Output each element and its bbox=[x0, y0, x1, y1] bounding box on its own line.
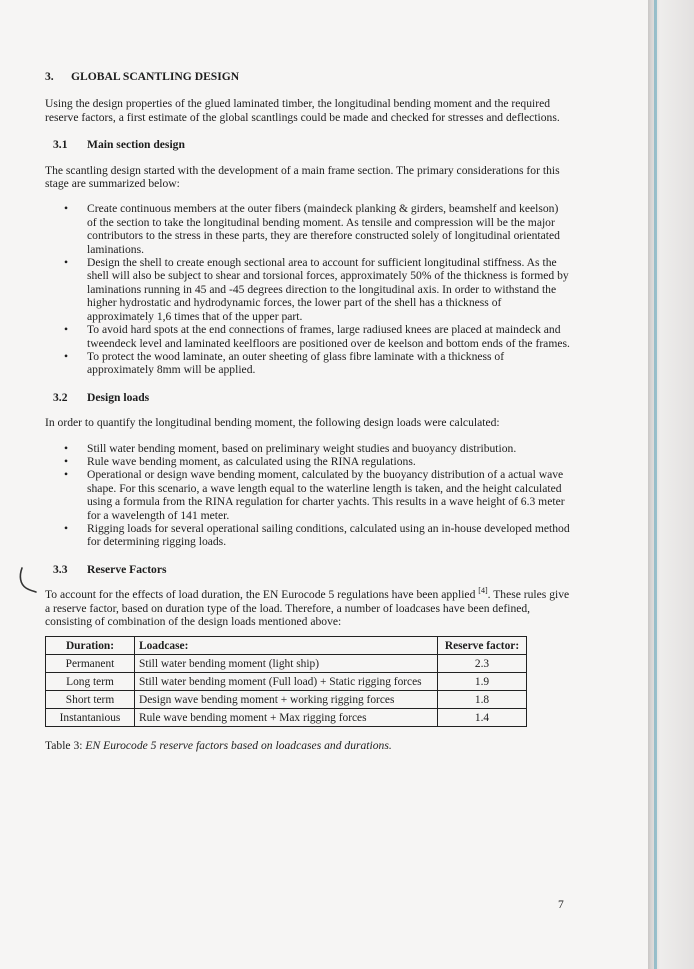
list-item: • To avoid hard spots at the end connections of frames, large radiused knees are placed at maindeck and tweendeck level and laminated keelfloors are positioned over de keelson and bottom ends of the frames. bbox=[45, 323, 570, 350]
section-heading bbox=[45, 70, 570, 83]
table-cell: 2.3 bbox=[438, 655, 527, 673]
table-cell: Still water bending moment (Full load) + Static rigging forces bbox=[135, 673, 438, 691]
list-item: • Design the shell to create enough sectional area to account for sufficient longitudinal stiffness. As the shell will also be subject to shear and torsional forces, approximately 50% of the thickness is formed by laminations running in 45 and -45 degrees direction to the longitudinal axis. In order to withstand the higher hydrostatic and hydrodynamic forces, the lower part of the shell has a thickness of approximately 1,6 times that of the upper part. bbox=[45, 256, 570, 323]
subsection-heading-3-3 bbox=[53, 563, 570, 576]
list-item: • To protect the wood laminate, an outer sheeting of glass fibre laminate with a thickness of approximately 8mm will be applied. bbox=[45, 350, 570, 377]
table-row bbox=[46, 655, 527, 673]
table-cell: Instantanious bbox=[46, 709, 135, 727]
table-cell: Still water bending moment (light ship) bbox=[135, 655, 438, 673]
column-header: Loadcase: bbox=[135, 637, 438, 655]
bullet-list bbox=[45, 442, 570, 549]
bullet-list bbox=[45, 202, 570, 376]
subsection-title: Design loads bbox=[87, 390, 150, 404]
paragraph bbox=[45, 588, 570, 628]
paragraph: In order to quantify the longitudinal bending moment, the following design loads were calculated: bbox=[45, 416, 500, 430]
table-cell: Short term bbox=[46, 691, 135, 709]
column-header: Duration: bbox=[46, 637, 135, 655]
page-number: 7 bbox=[558, 898, 564, 911]
table-caption bbox=[45, 739, 570, 752]
table-cell: Long term bbox=[46, 673, 135, 691]
reserve-factor-table bbox=[45, 636, 527, 727]
section-number: 3. bbox=[45, 70, 54, 83]
list-item: • Create continuous members at the outer fibers (maindeck planking & girders, beamshelf and keelson) of the section to take the longitudinal bending moment. As tensile and compression will be the major contributors to the stress in these parts, they are therefore constructed solely of longitudinal orientated laminations. bbox=[45, 202, 570, 256]
paragraph: The scantling design started with the development of a main frame section. The primary considerations for this stage are summarized below: bbox=[45, 163, 560, 191]
intro-paragraph: Using the design properties of the glued laminated timber, the longitudinal bending moment and the required reserve factors, a first estimate of the global scantlings could be made and checked for stresses and deflections. bbox=[45, 97, 560, 124]
subsection-number: 3.3 bbox=[53, 562, 68, 576]
list-item: • Rigging loads for several operational sailing conditions, calculated using an in-house developed method for determining rigging loads. bbox=[45, 522, 570, 549]
table-cell: Rule wave bending moment + Max rigging forces bbox=[135, 709, 438, 727]
subsection-heading-3-1 bbox=[53, 138, 570, 151]
pen-mark bbox=[16, 566, 38, 594]
subsection-number: 3.2 bbox=[53, 390, 68, 404]
caption-label: Table 3: bbox=[45, 739, 86, 753]
table-header-row bbox=[46, 637, 527, 655]
list-item: • Still water bending moment, based on preliminary weight studies and buoyancy distribution. bbox=[45, 442, 570, 455]
column-header: Reserve factor: bbox=[438, 637, 527, 655]
subsection-number: 3.1 bbox=[53, 138, 68, 152]
binding-line bbox=[654, 0, 657, 969]
table-row bbox=[46, 691, 527, 709]
table-cell: Permanent bbox=[46, 655, 135, 673]
subsection-title: Main section design bbox=[87, 138, 185, 152]
list-item: • Operational or design wave bending moment, calculated by the buoyancy distribution of a actual wave shape. For this scenario, a wave length equal to the waterline length is taken, and the height calculated using a formula from the RINA regulation for charter yachts. This results in a wave height of 6.3 meter for a wavelength of 141 meter. bbox=[45, 468, 570, 522]
table-cell: 1.4 bbox=[438, 709, 527, 727]
table-cell: 1.9 bbox=[438, 673, 527, 691]
caption-text: EN Eurocode 5 reserve factors based on loadcases and durations. bbox=[85, 739, 392, 753]
table-row bbox=[46, 673, 527, 691]
document-content bbox=[45, 70, 570, 753]
reference-marker: [4] bbox=[478, 586, 488, 596]
table-cell: Design wave bending moment + working rigging forces bbox=[135, 691, 438, 709]
subsection-heading-3-2 bbox=[53, 391, 570, 404]
paragraph-text: . These rules give a reserve factor, based on duration type of the load. Therefore, a number of loadcases have been defined, consisting of combination of the design loads mentioned above: bbox=[45, 588, 570, 628]
table-cell: 1.8 bbox=[438, 691, 527, 709]
subsection-title: Reserve Factors bbox=[87, 562, 167, 576]
section-title: GLOBAL SCANTLING DESIGN bbox=[71, 70, 240, 83]
table-row bbox=[46, 709, 527, 727]
paragraph-text: To account for the effects of load duration, the EN Eurocode 5 regulations have been applied bbox=[45, 588, 476, 602]
list-item: • Rule wave bending moment, as calculated using the RINA regulations. bbox=[45, 455, 570, 468]
